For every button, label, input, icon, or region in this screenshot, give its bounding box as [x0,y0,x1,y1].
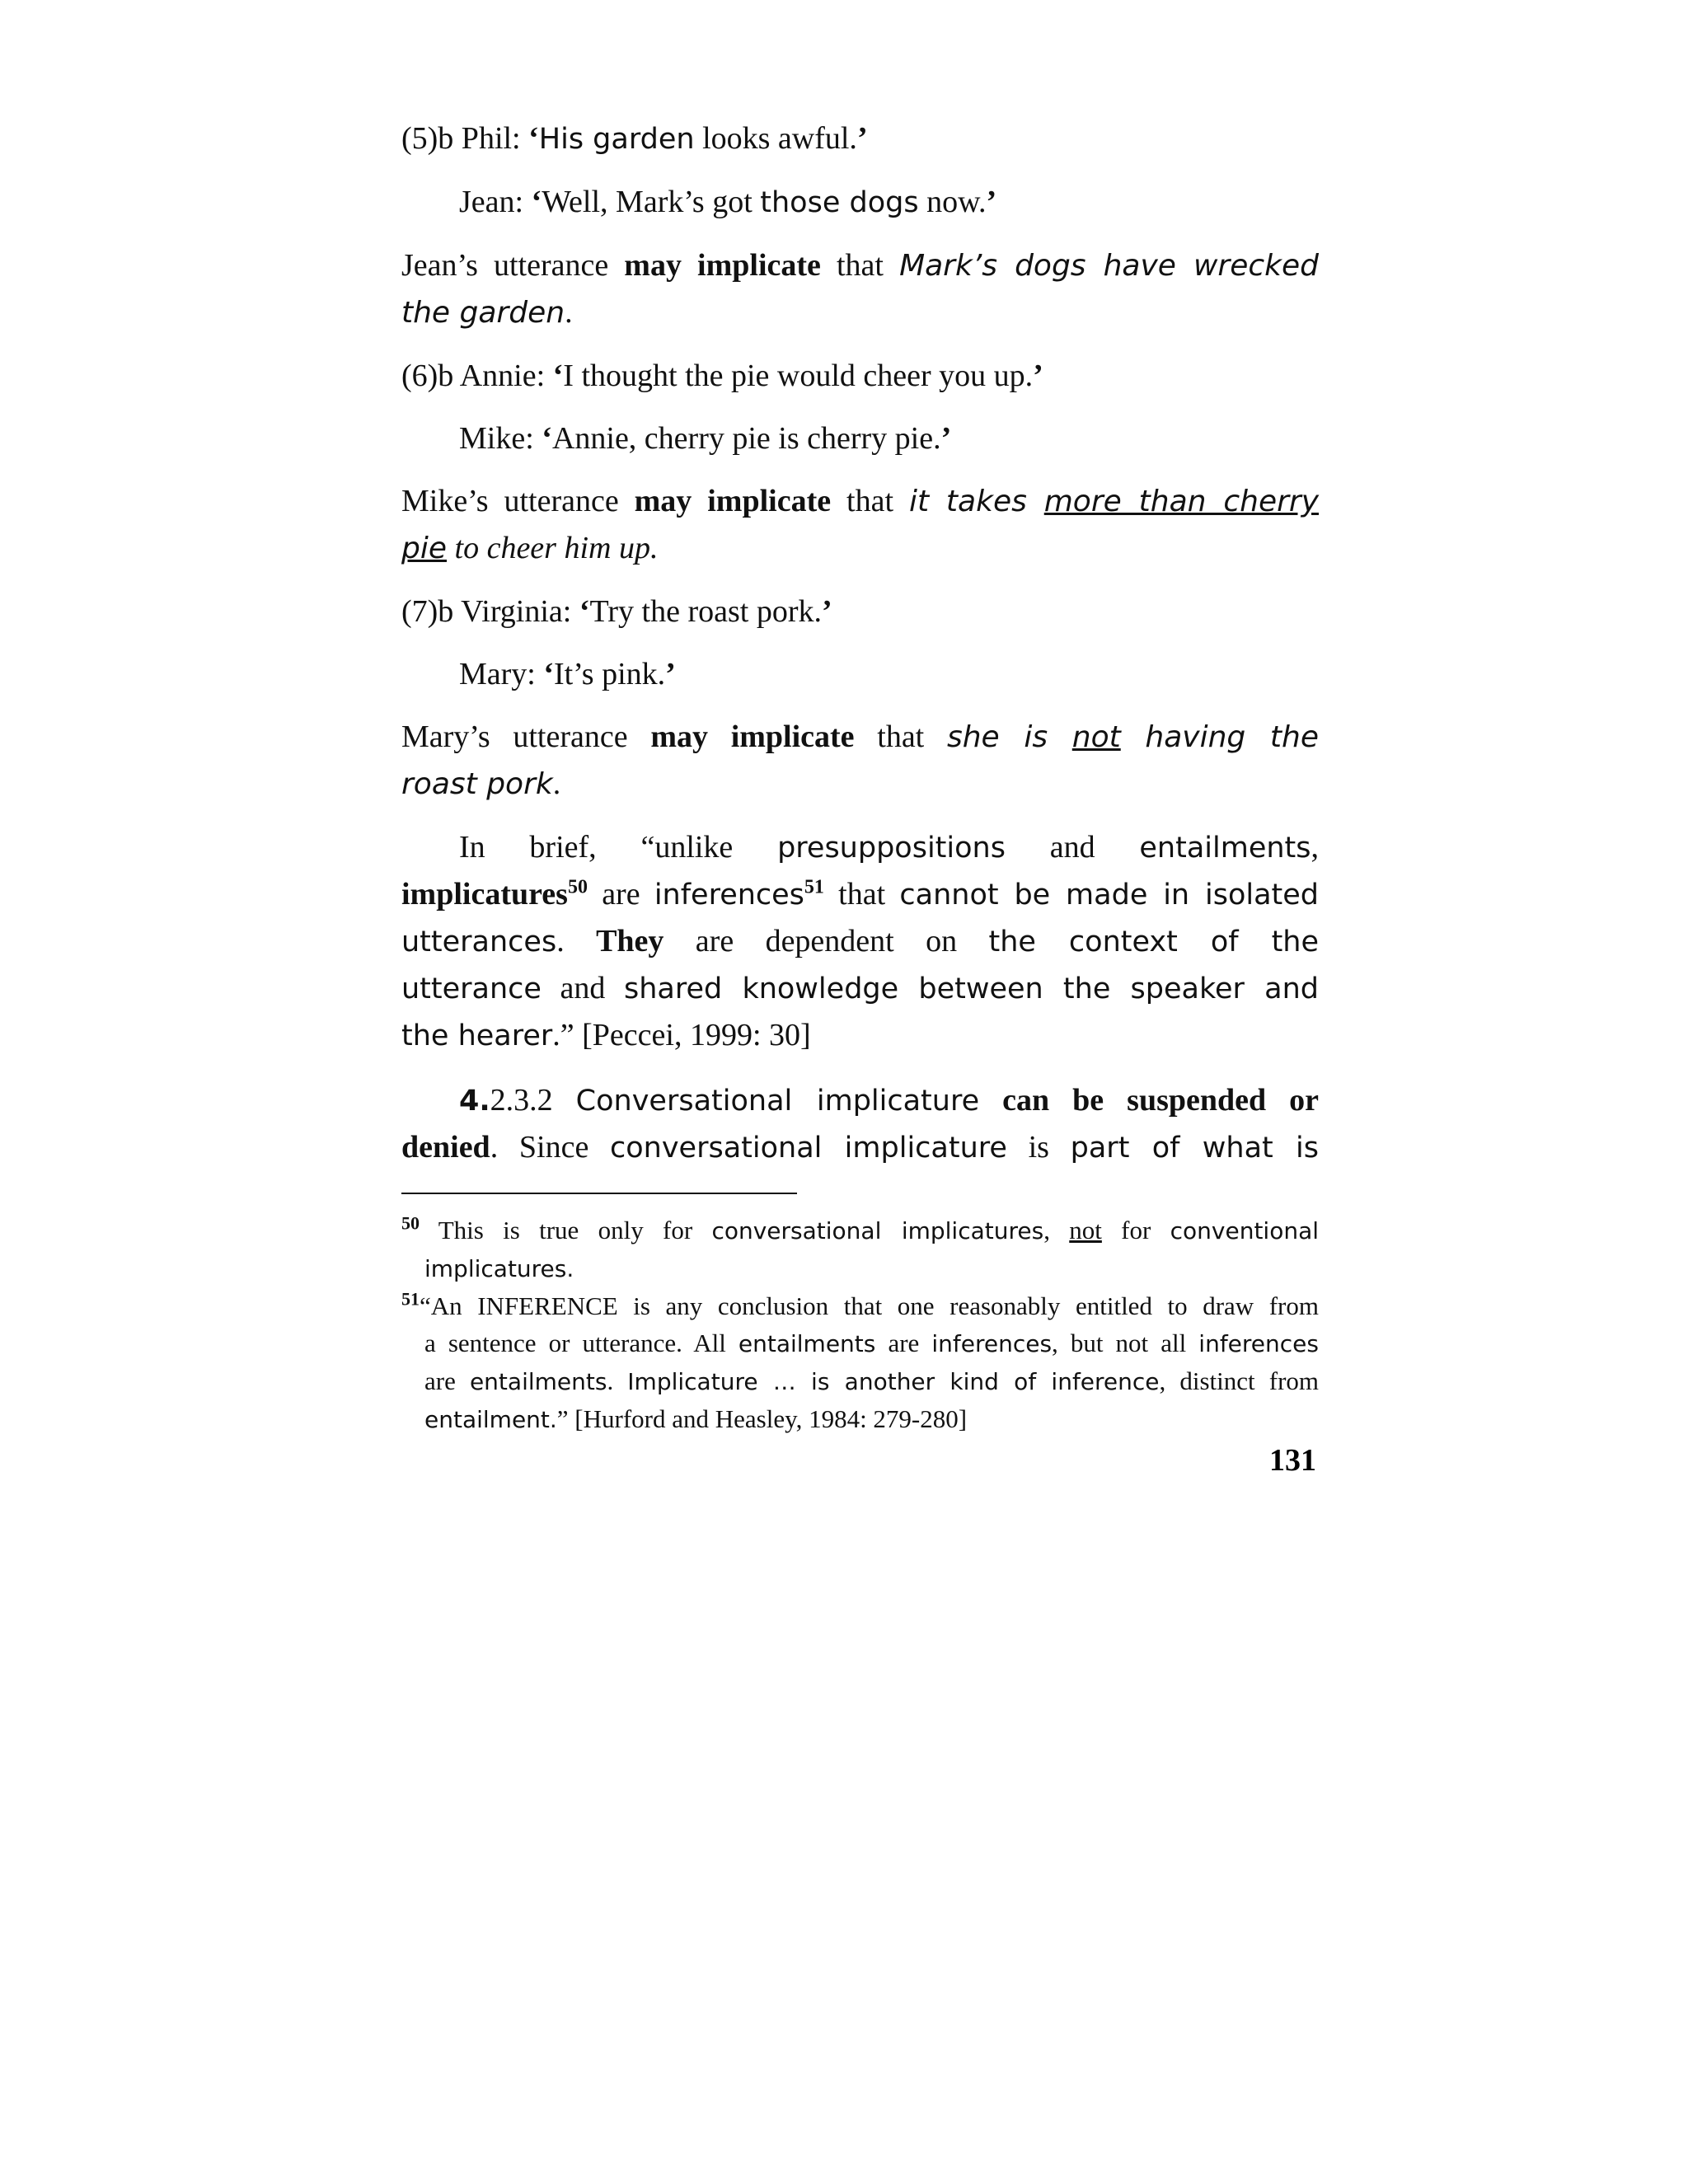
term: conversational implicatures [711,1217,1044,1244]
implicature-underlined: more than cherry [1043,485,1319,518]
text: that [854,719,947,754]
text: and [541,971,624,1005]
section-number: 2.3.2 [490,1083,576,1118]
section-number: 4. [459,1085,490,1118]
key-term: implicatures [401,877,568,912]
text: Well, Mark’s got [542,185,761,219]
brief-line1 [401,824,1319,871]
implicature-text: having the [1120,720,1319,754]
text: Mary’s utterance [401,719,651,754]
speaker-label: Mary: [459,657,544,691]
text: It’s pink. [554,657,666,691]
key-term: may implicate [634,484,832,518]
ex7-mary-line [401,651,1319,697]
quote-mark: ‘ [543,657,555,691]
text: Try the roast pork. [589,594,822,629]
page-number: 131 [1269,1443,1316,1478]
text: “An INFERENCE is any conclusion that one reasonably entitled to draw from [420,1291,1319,1320]
footnote-mark: 51 [401,1288,420,1310]
quote-mark: ’ [665,657,676,691]
ex5-phil-line [401,115,1319,162]
text: is [1006,1130,1071,1165]
term: Conversational implicature [575,1085,980,1118]
term: shared knowledge between the speaker and [624,972,1319,1005]
ex5-result-line2 [401,289,1319,336]
implicature-underlined: pie [401,532,448,565]
text: are [424,1366,470,1395]
implicature-text: she is [946,720,1072,754]
term: conversational implicature [610,1132,1007,1165]
ex7-result-line1 [401,714,1319,761]
quote-mark: ‘ [552,359,564,393]
text: and [1005,830,1140,865]
citation: ” [Hurford and Heasley, 1984: 279-280] [556,1404,968,1433]
text: . [607,1366,628,1395]
implicature-text: Mark’s dogs have wrecked [899,249,1319,283]
implicature-text: roast pork [401,767,553,801]
brief-line2 [401,871,1319,918]
key-term: may implicate [624,248,821,283]
text: looks awful. [694,121,857,156]
term: entailments [1139,832,1311,865]
text: now. [918,185,987,219]
ex6-mike-line [401,415,1319,462]
text: are [587,877,654,912]
term: presuppositions [777,832,1006,865]
brief-line4 [401,965,1319,1012]
key-term: can be suspended or [979,1083,1320,1118]
implicature-text: to cheer him up. [447,531,659,565]
ex5-result-line1 [401,242,1319,289]
term: entailment. [424,1406,557,1433]
footnote-divider [401,1193,797,1194]
term: the context of the [988,926,1320,958]
footnote-51-line4 [401,1400,1319,1438]
footnote-mark: 50 [401,1212,420,1234]
term: entailments [738,1330,876,1357]
key-term: may implicate [650,719,855,754]
ex7-result-line2 [401,761,1319,808]
ex5-jean-line [401,179,1319,226]
highlight-phrase: those dogs [760,186,919,219]
text: . [552,766,561,801]
term: cannot be made in isolated [899,879,1319,912]
footnote-51-line2 [401,1324,1319,1362]
text: In brief, “unlike [459,830,778,865]
term: implicatures. [424,1255,574,1282]
footnote-ref[interactable]: 51 [804,876,824,898]
term: conventional [1170,1217,1320,1244]
footnotes [401,1212,1319,1438]
brief-line3 [401,918,1319,965]
text: This is true only for [420,1216,712,1244]
section-line1 [401,1077,1319,1124]
ex7-virginia-line [401,588,1319,635]
page-body [401,115,1319,1171]
footnote-50-line2 [401,1249,1319,1287]
quote-mark: ’ [822,594,832,629]
text: that [820,248,900,283]
quote-mark: ’ [856,121,868,156]
example-number: (6)b Annie: [401,359,553,393]
quote-mark: ’ [1033,359,1043,393]
text: are dependent on [663,924,989,958]
ex6-result-line2 [401,525,1319,572]
highlight-phrase: His garden [538,123,695,156]
text: that [831,484,909,518]
term: entailments [469,1368,607,1395]
implicature-text: the garden [401,296,565,330]
quote-mark: ‘ [579,594,590,629]
underlined-word: not [1069,1216,1102,1244]
quote-mark: ‘ [531,185,542,219]
quote-mark: ’ [940,421,952,456]
key-term: denied [401,1130,490,1165]
section-line2 [401,1124,1319,1171]
example-number: (5)b Phil: [401,121,529,156]
ex6-annie-line [401,353,1319,399]
term: inferences [1198,1330,1319,1357]
quote-mark: ‘ [528,121,539,156]
speaker-label: Mike: [459,421,542,456]
text: , but not all [1052,1329,1199,1357]
implicature-underlined: not [1071,720,1121,754]
text: Mike’s utterance [401,484,635,518]
text: I thought the pie would cheer you up. [563,359,1034,393]
term: Implicature … is another kind of inference [627,1368,1160,1395]
text: , distinct from [1159,1366,1320,1395]
ex6-result-line1 [401,478,1319,525]
quote-mark: ‘ [542,421,552,456]
implicature-text: it takes [908,485,1044,518]
term: inferences [654,879,804,912]
term: utterance [401,972,542,1005]
key-term: They [596,924,664,958]
brief-line5 [401,1012,1319,1059]
speaker-label: Jean: [459,185,532,219]
text: that [823,877,900,912]
text: , [1311,830,1319,865]
term: part of what is [1070,1132,1320,1165]
term: the hearer [401,1019,553,1052]
text: Jean’s utterance [401,248,625,283]
text: . [565,295,573,330]
footnote-51-line3 [401,1362,1319,1400]
quote-mark: ’ [986,185,997,219]
text: , [1043,1216,1070,1244]
term: utterances [401,926,557,958]
text: for [1101,1216,1170,1244]
example-number: (7)b Virginia: [401,594,579,629]
text: are [875,1329,932,1357]
footnote-ref[interactable]: 50 [567,876,588,898]
text: Annie, cherry pie is cherry pie. [551,421,941,456]
text: a sentence or utterance. All [424,1329,738,1357]
term: inferences [931,1330,1053,1357]
text: . Since [490,1130,610,1165]
footnote-51-line1 [401,1287,1319,1324]
footnote-50-line1 [401,1212,1319,1249]
text: . [556,924,597,958]
citation: .” [Peccei, 1999: 30] [552,1018,811,1052]
